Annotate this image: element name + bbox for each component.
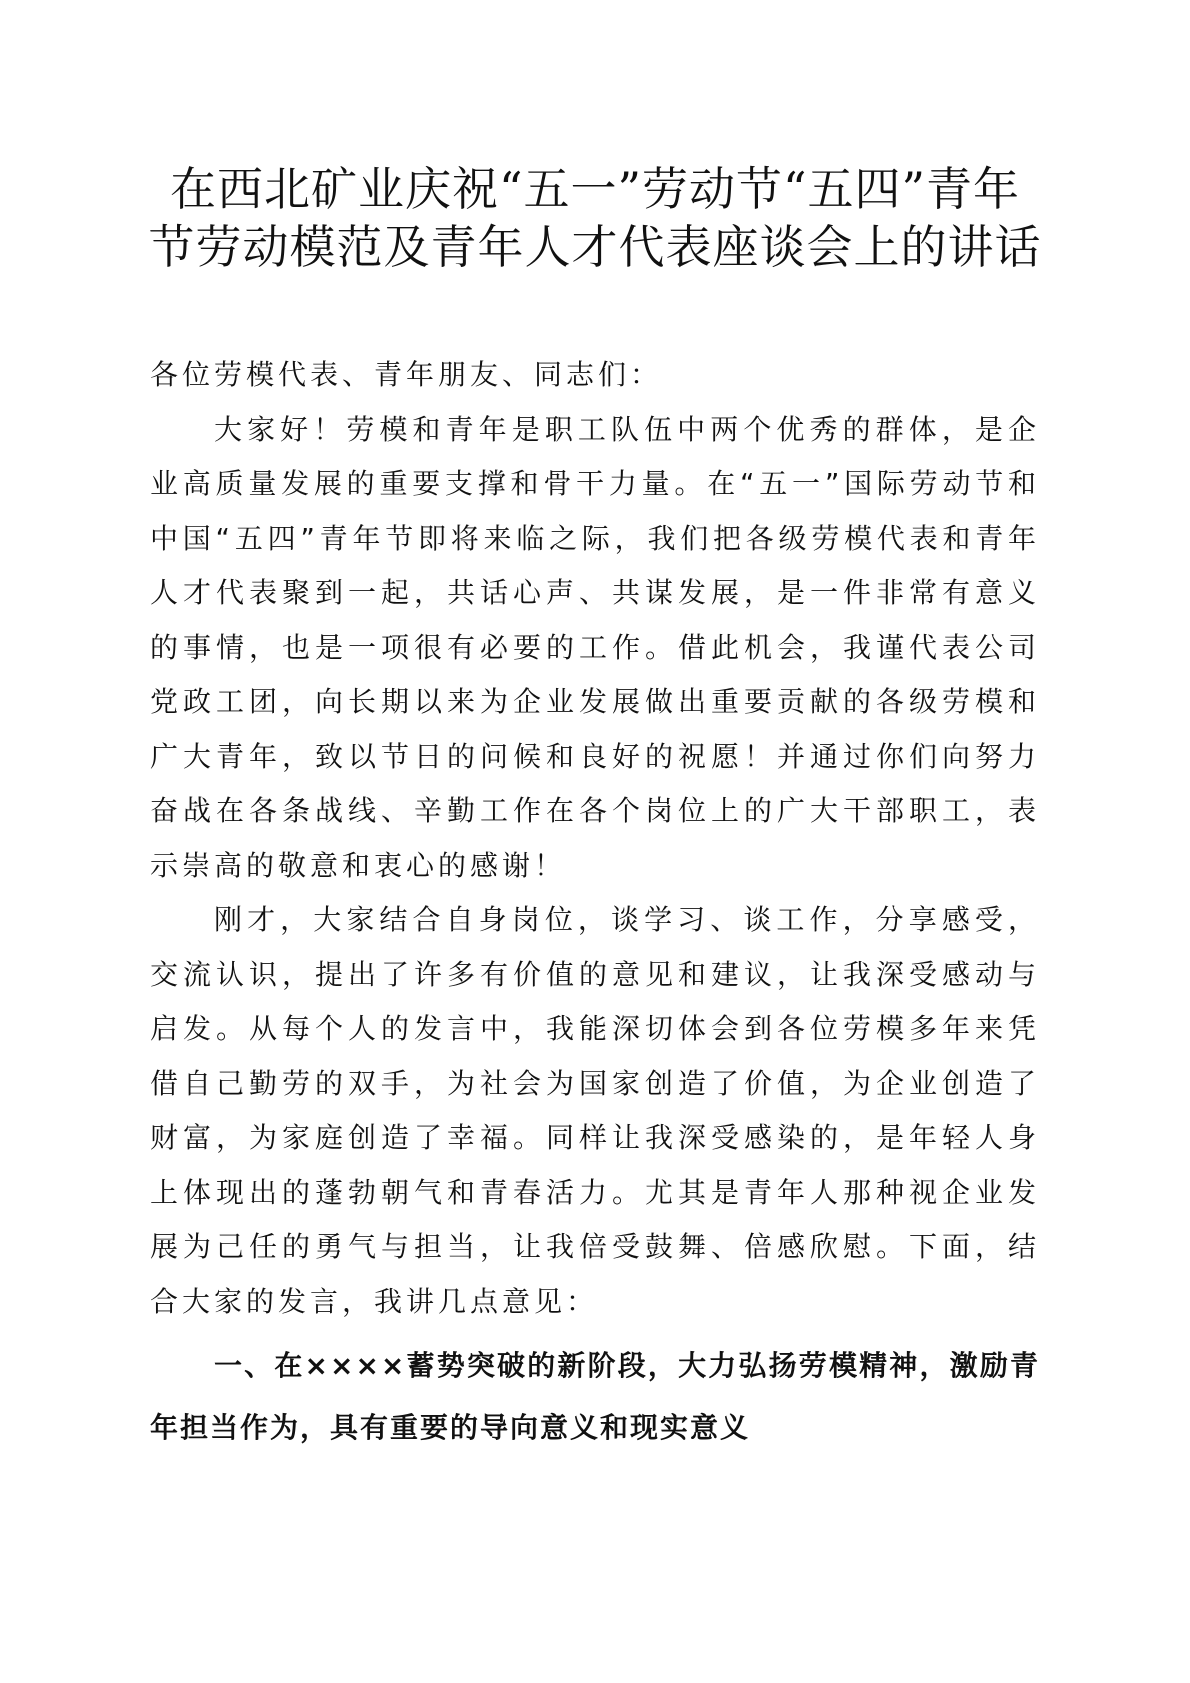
paragraph-reflection: 刚才，大家结合自身岗位，谈学习、谈工作，分享感受，交流认识，提出了许多有价值的意见和建议，让我深受感动与启发。从每个人的发言中，我能深切体会到各位劳模多年来凭借自己勤劳的双手，为社会为国家创造了价值，为企业创造了财富，为家庭创造了幸福。同样让我深受感染的，是年轻人身上体现出的蓬勃朝气和青春活力。尤其是青年人那种视企业发展为己任的勇气与担当，让我倍受鼓舞、倍感欣慰。下面，结合大家的发言，我讲几点意见： [150,903,1040,1318]
paragraph-greeting: 大家好！劳模和青年是职工队伍中两个优秀的群体，是企业高质量发展的重要支撑和骨干力量。在“五一”国际劳动节和中国“五四”青年节即将来临之际，我们把各级劳模代表和青年人才代表聚到一起，共话心声、共谋发展，是一件非常有意义的事情，也是一项很有必要的工作。借此机会，我谨代表公司党政工团，向长期以来为企业发展做出重要贡献的各级劳模和广大青年，致以节日的问候和良好的祝愿！并通过你们向努力奋战在各条战线、辛勤工作在各个岗位上的广大干部职工，表示崇高的敬意和衷心的感谢！ [150,412,1040,882]
document-title [140,160,1050,276]
document-body [150,348,1040,1459]
section-heading-1: 一、在××××蓄势突破的新阶段，大力弘扬劳模精神，激励青年担当作为，具有重要的导向意义和现实意义 [150,1349,1040,1444]
salutation: 各位劳模代表、青年朋友、同志们： [150,358,663,391]
title-line-1: 在西北矿业庆祝“五一”劳动节“五四”青年 [169,162,1021,216]
title-line-2: 节劳动模范及青年人才代表座谈会上的讲话 [148,220,1042,274]
